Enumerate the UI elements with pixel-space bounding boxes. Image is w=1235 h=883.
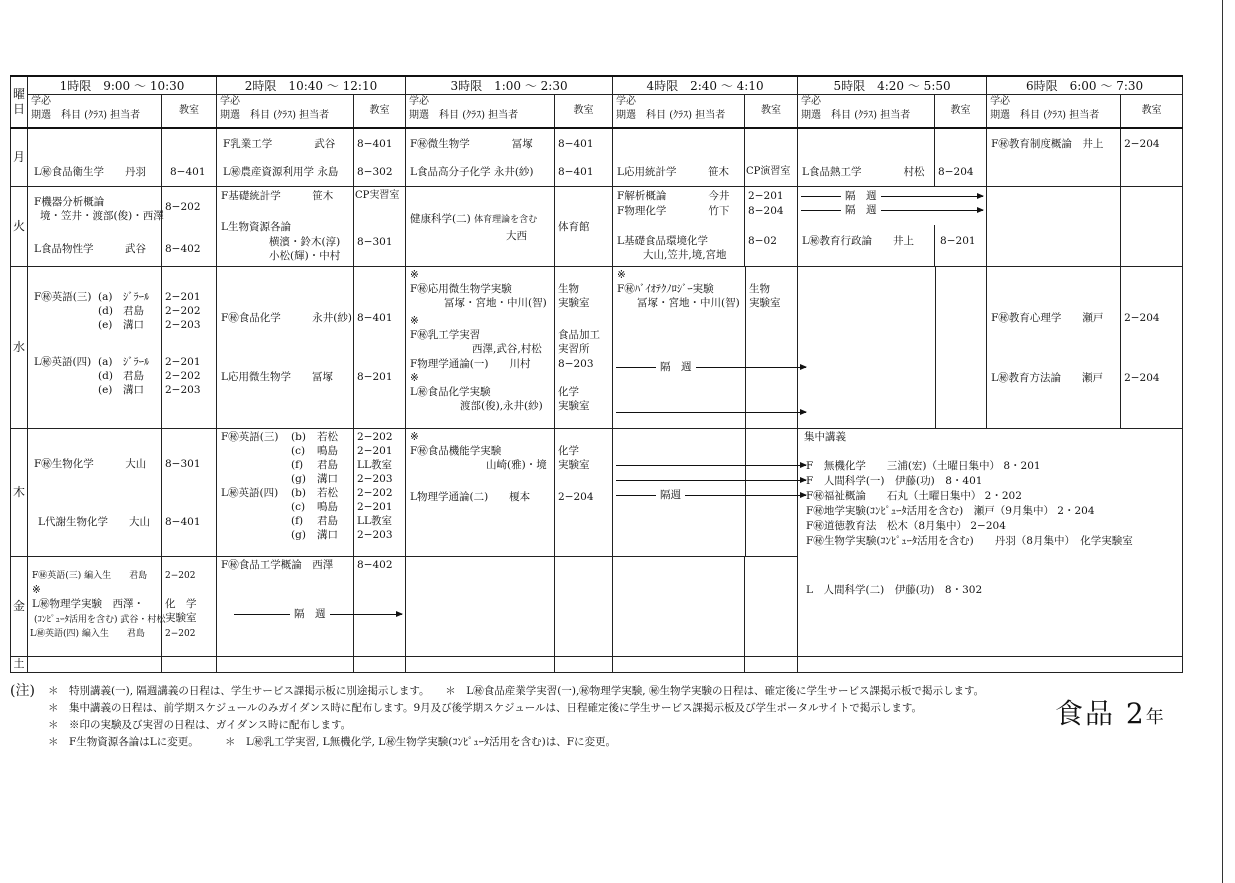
- room-header: 教室: [745, 95, 798, 129]
- subject-header: 学必 期選 科目 (ｸﾗｽ) 担当者: [406, 95, 555, 129]
- note-line: ＊ 集中講義の日程は、前学期スケジュールのみガイダンス時に配布します。9月及び後学期スケジュールは、日程確定後に学生サービス課掲示板及び学生ポータルサイトで掲示します。: [48, 702, 922, 714]
- period-1-header: 1時限 9:00 〜 10:30: [28, 76, 217, 95]
- period-3-header: 3時限 1:00 〜 2:30: [406, 76, 613, 95]
- mon-p3-rooms: 8−401 8−401: [555, 128, 613, 186]
- tue-p1-subjects: F機器分析概論 境・笠井・渡部(俊)・西澤 L食品物性学 武谷: [28, 186, 162, 266]
- fri-p4-subjects: [613, 556, 745, 656]
- thu-p3-subjects: ※ F㊙食品機能学実験 山崎(雅)・境 L物理学通論(二) 榎本: [406, 428, 555, 556]
- sat-p2: [217, 656, 354, 672]
- period-2-header: 2時限 10:40 〜 12:10: [217, 76, 406, 95]
- thu-p1-rooms: 8−301 8−401: [162, 428, 217, 556]
- wed-p1-rooms: 2−201 2−202 2−203 2−201 2−202 2−203: [162, 266, 217, 428]
- saturday-row: [11, 656, 1183, 672]
- department-label: [1055, 692, 1166, 732]
- thu-p2-subjects: F㊙英語(三) (b) 若松 (c) 鳴島 (f) 君島 (g) 溝口 L㊙英語(四) (b) 若松 (c) 鳴島 (f) 君島 (g) 溝口: [217, 428, 354, 556]
- period-5-header: 5時限 4:20 〜 5:50: [798, 76, 987, 95]
- note-line: ＊ F生物資源各論はLに変更。 ＊ L㊙乳工学実習, L無機化学, L㊙生物学実験(ｺﾝﾋﾟｭｰﾀ活用を含む)は、Fに変更。: [48, 736, 617, 748]
- tue-p3-subjects: 健康科学(二) 体育理論を含む 大西: [406, 186, 555, 266]
- day-saturday: 土: [11, 656, 28, 672]
- mon-p5-subjects: L食品熱工学 村松: [798, 128, 935, 186]
- tue-p6-subjects: [987, 186, 1121, 266]
- timetable-grid: [10, 75, 1183, 673]
- day-thursday: 木: [11, 428, 28, 556]
- tue-p4-rooms: 2−201 8−204 8−02: [745, 186, 798, 266]
- tue-p5: 隔 週 隔 週 L㊙教育行政論 井上 8−201: [798, 186, 987, 266]
- sat-p5-p6: [798, 656, 1183, 672]
- fri-p1-subjects: F㊙英語(三) 編入生 君島 ※ L㊙物理学実験 西澤・ (ｺﾝﾋﾟｭｰﾀ活用を含む) 武谷・村松 L㊙英語(四) 編入生 君島: [28, 556, 162, 656]
- arrow-thu-p3-to-intensive: [616, 465, 806, 466]
- thursday-row: [11, 428, 1183, 556]
- wed-p4: ※ F㊙ﾊﾞｲｵﾃｸﾉﾛｼﾞｰ実験 冨塚・宮地・中川(智) 生物 実験室: [613, 266, 798, 428]
- fri-p3-rooms: [555, 556, 613, 656]
- sub-header-row: [11, 95, 1183, 129]
- monday-row: [11, 128, 1183, 186]
- biweekly-arrow-fri: 隔 週: [234, 614, 402, 615]
- sat-p3: [406, 656, 555, 672]
- subject-header: 学必 期選 科目 (ｸﾗｽ) 担当者: [798, 95, 935, 129]
- arrow-thu-intensive: [616, 480, 806, 481]
- thu-p2-rooms: 2−202 2−201 LL教室 2−203 2−202 2−201 LL教室 2−203: [354, 428, 406, 556]
- fri-p1-rooms: 2−202 化 学 実験室 2−202: [162, 556, 217, 656]
- sat-p2-room: [354, 656, 406, 672]
- tue-p1-rooms: 8−202 8−402: [162, 186, 217, 266]
- sat-p1: [28, 656, 162, 672]
- note-line: ＊ 特別講義(一), 隔週講義の日程は、学生サービス課掲示板に別途掲示します。 ＊ L㊙食品産業学実習(一),㊙物理学実験, ㊙生物学実験の日程は、確定後に学生サービス課掲示板で掲示します。: [48, 685, 985, 697]
- wed-p3-rooms: 生物 実験室 食品加工 実習所 8−203 化学 実験室: [555, 266, 613, 428]
- biweekly-arrow-wed: 隔 週: [616, 367, 806, 368]
- department-year-unit: 年: [1145, 707, 1166, 728]
- mon-p3-subjects: F㊙微生物学 冨塚 L食品高分子化学 永井(紗): [406, 128, 555, 186]
- department-name: 食品: [1055, 697, 1116, 730]
- thu-p3-rooms: 化学 実験室 2−204: [555, 428, 613, 556]
- sat-p4: [613, 656, 745, 672]
- intensive-lectures: 集中講義 F 無機化学 三浦(宏)（土曜日集中） 8・201 F 人間科学(一) 伊藤(功) 8・401 F㊙福祉概論 石丸（土曜日集中） 2・202 F㊙地学実験(ｺﾝﾋﾟｭｰﾀ活用を含む) 瀬戸（9月集中） 2・204 F㊙道徳教育法 松木（8月集中） 2−204 F㊙生物学実験(ｺﾝﾋﾟｭｰﾀ活用を含む) 丹羽（8月集中） 化学実験室 L 人間科学(二) 伊藤(功) 8・302: [798, 428, 1183, 656]
- tue-p4-subjects: F解析概論 今井 F物理化学 竹下 L基礎食品環境化学 大山,笠井,境,宮地: [613, 186, 745, 266]
- mon-p2-rooms: 8−401 8−302: [354, 128, 406, 186]
- thu-p4: [613, 428, 798, 556]
- room-header: 教室: [1121, 95, 1183, 129]
- fri-p2-rooms: 8−402: [354, 556, 406, 656]
- room-header: 教室: [162, 95, 217, 129]
- mon-p5-rooms: 8−204: [935, 128, 987, 186]
- fri-p4-rooms: [745, 556, 798, 656]
- timetable: [10, 75, 1182, 673]
- mon-p6-subjects: F㊙教育制度概論 井上: [987, 128, 1121, 186]
- day-friday: 金: [11, 556, 28, 656]
- tuesday-row: [11, 186, 1183, 266]
- sat-p1-room: [162, 656, 217, 672]
- thu-p1-subjects: F㊙生物化学 大山 L代謝生物化学 大山: [28, 428, 162, 556]
- sat-p4-room: [745, 656, 798, 672]
- sat-p3-room: [555, 656, 613, 672]
- subject-header: 学必 期選 科目 (ｸﾗｽ) 担当者: [613, 95, 745, 129]
- subject-header: 学必 期選 科目 (ｸﾗｽ) 担当者: [217, 95, 354, 129]
- room-header: 教室: [935, 95, 987, 129]
- period-4-header: 4時限 2:40 〜 4:10: [613, 76, 798, 95]
- notes-mark: (注): [10, 683, 35, 699]
- day-monday: 月: [11, 128, 28, 186]
- note-line: ＊ ※印の実験及び実習の日程は、ガイダンス時に配布します。: [48, 719, 352, 731]
- wednesday-row: [11, 266, 1183, 428]
- period-header-row: [11, 76, 1183, 95]
- day-header: 曜日: [11, 76, 28, 128]
- tue-p6-rooms: [1121, 186, 1183, 266]
- mon-p1-subjects: L㊙食品衛生学 丹羽: [28, 128, 162, 186]
- mon-p1-rooms: 8−401: [162, 128, 217, 186]
- subject-header: 学必 期選 科目 (ｸﾗｽ) 担当者: [987, 95, 1121, 129]
- fri-p3-subjects: [406, 556, 555, 656]
- period-6-header: 6時限 6:00 〜 7:30: [987, 76, 1183, 95]
- tue-p2-subjects: F基礎統計学 笹木 L生物資源各論 横濱・鈴木(淳) 小松(輝)・中村: [217, 186, 354, 266]
- tue-p3-rooms: 体育館: [555, 186, 613, 266]
- wed-p2-rooms: 8−401 8−201: [354, 266, 406, 428]
- arrow-wed-chem-lab: [616, 412, 806, 413]
- wed-p1-subjects: F㊙英語(三) (a) ｼﾞﾗｰﾙ (d) 君島 (e) 溝口 L㊙英語(四) (a) ｼﾞﾗｰﾙ (d) 君島 (e) 溝口: [28, 266, 162, 428]
- wed-p3-subjects: ※ F㊙応用微生物学実験 冨塚・宮地・中川(智) ※ F㊙乳工学実習 西澤,武谷,村松 F物理学通論(一) 川村 ※ L㊙食品化学実験 渡部(俊),永井(紗): [406, 266, 555, 428]
- biweekly-arrow: 隔 週: [801, 196, 983, 197]
- page-edge-line: [1222, 0, 1223, 883]
- biweekly-arrow: 隔 週: [801, 210, 983, 211]
- day-tuesday: 火: [11, 186, 28, 266]
- wed-p5: [798, 266, 987, 428]
- wed-p6-subjects: F㊙教育心理学 瀬戸 L㊙教育方法論 瀬戸: [987, 266, 1121, 428]
- mon-p6-rooms: 2−204: [1121, 128, 1183, 186]
- mon-p4-rooms: CP演習室: [745, 128, 798, 186]
- biweekly-arrow-thu: 隔週: [616, 495, 806, 496]
- wed-p2-subjects: F㊙食品化学 永井(紗) L応用微生物学 冨塚: [217, 266, 354, 428]
- room-header: 教室: [354, 95, 406, 129]
- day-wednesday: 水: [11, 266, 28, 428]
- wed-p6-rooms: 2−204 2−204: [1121, 266, 1183, 428]
- mon-p4-subjects: L応用統計学 笹木: [613, 128, 745, 186]
- mon-p2-subjects: F乳業工学 武谷 L㊙農産資源利用学 永島: [217, 128, 354, 186]
- fri-p2-subjects: F㊙食品工学概論 西澤: [217, 556, 354, 656]
- room-header: 教室: [555, 95, 613, 129]
- tue-p2-rooms: CP実習室 8−301: [354, 186, 406, 266]
- department-year: 2: [1125, 697, 1146, 730]
- subject-header: 学必 期選 科目 (ｸﾗｽ) 担当者: [28, 95, 162, 129]
